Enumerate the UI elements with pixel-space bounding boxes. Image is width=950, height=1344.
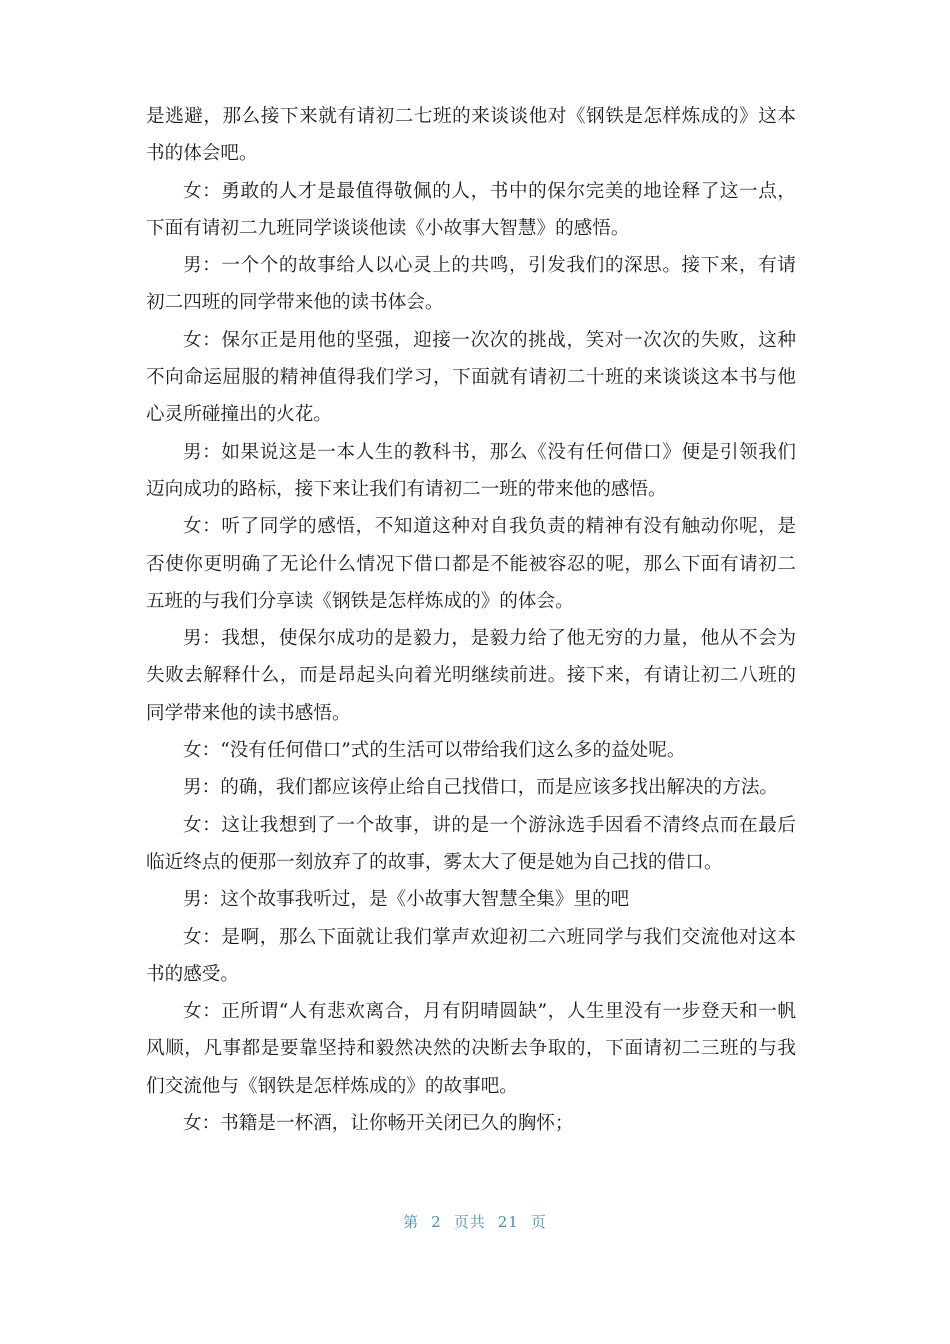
document-body [146, 98, 796, 1142]
dialogue-paragraph: 女：书籍是一杯酒，让你畅开关闭已久的胸怀； [183, 1113, 574, 1135]
dialogue-paragraph: 男：我想，使保尔成功的是毅力，是毅力给了他无穷的力量，他从不会为失败去解释什么，而是昂起头向着光明继续前进。接下来，有请让初二八班的同学带来他的读书感悟。 [146, 628, 796, 724]
page-label-prefix: 第 [403, 1213, 420, 1231]
dialogue-paragraph: 女：“没有任何借口”式的生活可以带给我们这么多的益处呢。 [183, 740, 686, 762]
dialogue-paragraph: 女：是啊，那么下面就让我们掌声欢迎初二六班同学与我们交流他对这本书的感受。 [146, 926, 796, 985]
dialogue-paragraph: 女：保尔正是用他的坚强，迎接一次次的挑战，笑对一次次的失败，这种不向命运屈服的精神值得我们学习，下面就有请初二十班的来谈谈这本书与他心灵所碰撞出的火花。 [146, 329, 796, 426]
page-footer [0, 1210, 950, 1234]
dialogue-paragraph: 女：听了同学的感悟，不知道这种对自我负责的精神有没有触动你呢，是否使你更明确了无论什么情况下借口都是不能被容忍的呢，那么下面有请初二五班的与我们分享读《钢铁是怎样炼成的》的体会。 [146, 516, 796, 612]
page-label-middle: 页共 [453, 1213, 486, 1231]
dialogue-paragraph: 是逃避，那么接下来就有请初二七班的来谈谈他对《钢铁是怎样炼成的》这本书的体会吧。 [146, 106, 796, 165]
current-page-number: 2 [431, 1213, 442, 1231]
total-page-count: 21 [497, 1213, 519, 1231]
dialogue-paragraph: 男：如果说这是一本人生的教科书，那么《没有任何借口》便是引领我们迈向成功的路标，接下来让我们有请初二一班的带来他的感悟。 [146, 441, 796, 500]
dialogue-paragraph: 男：的确，我们都应该停止给自己找借口，而是应该多找出解决的方法。 [183, 777, 779, 799]
dialogue-paragraph: 男：这个故事我听过，是《小故事大智慧全集》里的吧 [183, 889, 630, 911]
dialogue-paragraph: 女：这让我想到了一个故事，讲的是一个游泳选手因看不清终点而在最后临近终点的便那一刻放弃了的故事，雾太大了便是她为自己找的借口。 [146, 814, 796, 873]
page-label-suffix: 页 [530, 1213, 547, 1231]
dialogue-paragraph: 男：一个个的故事给人以心灵上的共鸣，引发我们的深思。接下来，有请初二四班的同学带来他的读书体会。 [146, 255, 796, 314]
dialogue-paragraph: 女：勇敢的人才是最值得敬佩的人，书中的保尔完美的地诠释了这一点，下面有请初二九班同学谈谈他读《小故事大智慧》的感悟。 [146, 180, 796, 239]
dialogue-paragraph: 女：正所谓“人有悲欢离合，月有阴晴圆缺”，人生里没有一步登天和一帆风顺，凡事都是要靠坚持和毅然决然的决断去争取的，下面请初二三班的与我们交流他与《钢铁是怎样炼成的》的故事吧。 [146, 1001, 796, 1097]
